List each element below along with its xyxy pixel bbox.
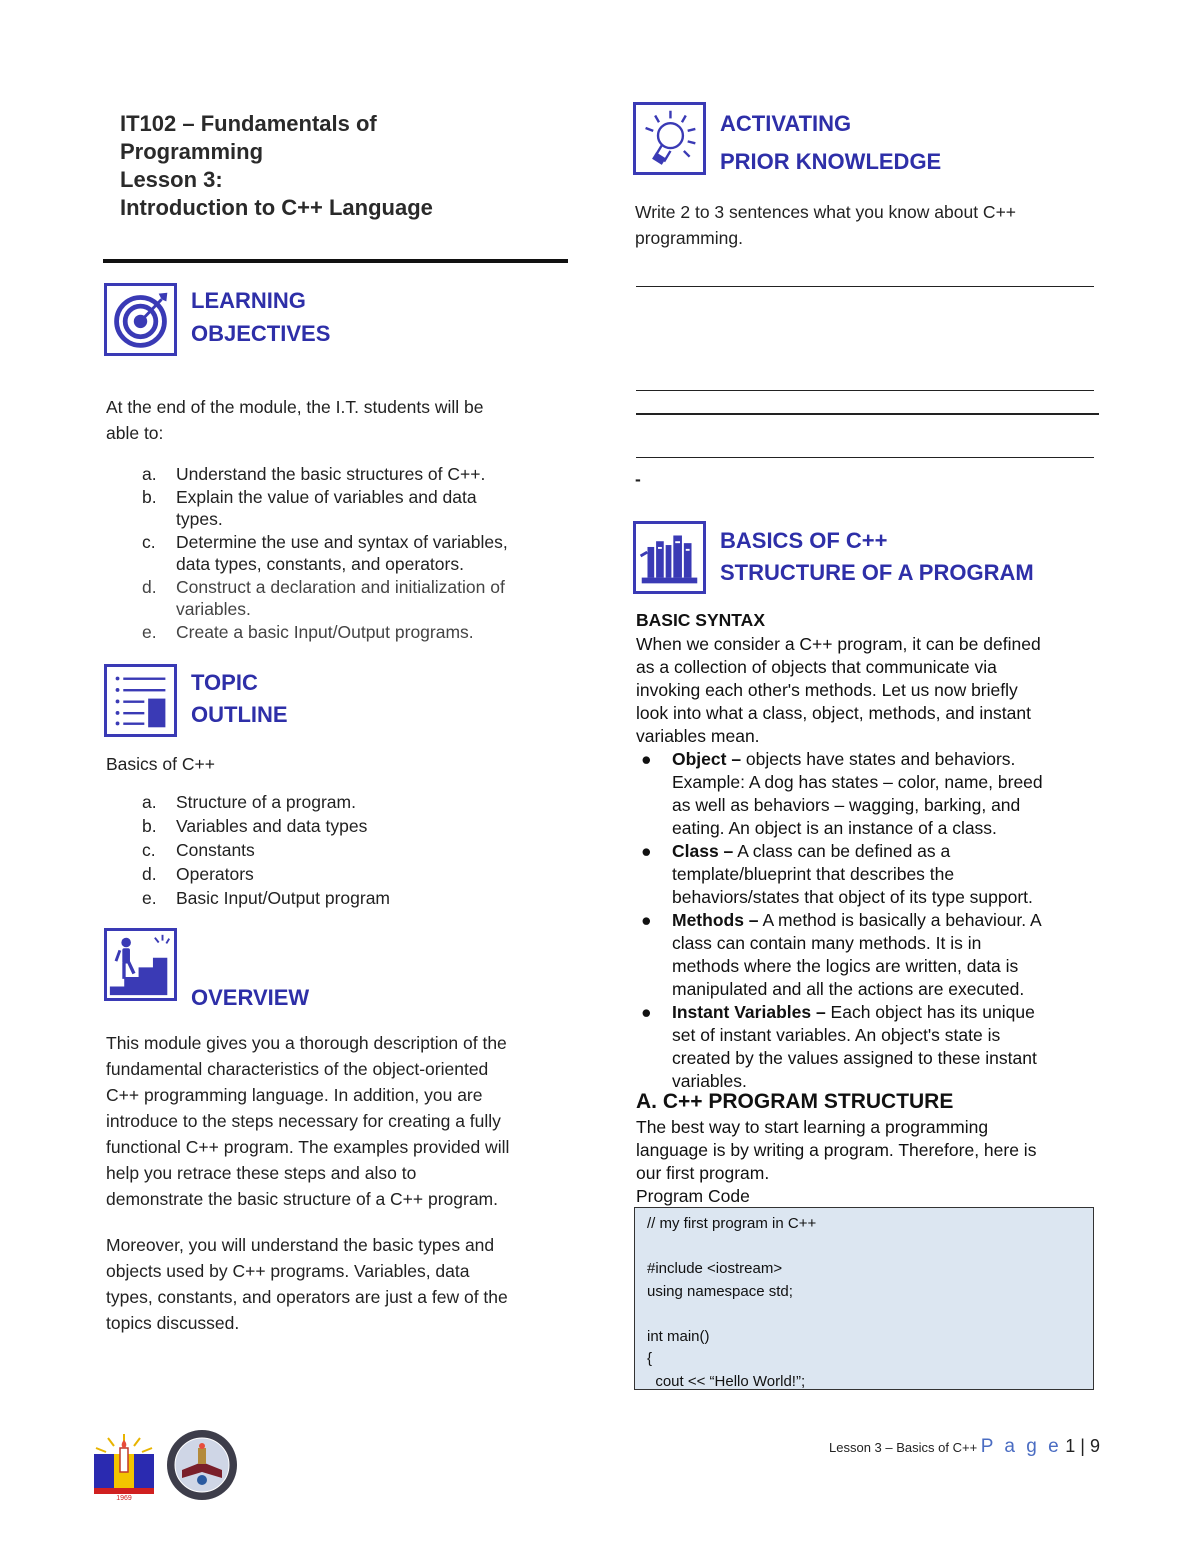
- text-line: language is by writing a program. Therefore, here is: [636, 1140, 1037, 1160]
- activating-prompt: [635, 199, 1095, 251]
- intro-line: At the end of the module, the I.T. students will be: [106, 397, 484, 417]
- item-line: Understand the basic structures of C++.: [176, 464, 486, 484]
- para-line: This module gives you a thorough description of the: [106, 1033, 507, 1053]
- syntax-intro: [636, 633, 1106, 748]
- topic-outline-heading: [191, 667, 288, 731]
- item-line: data types, constants, and operators.: [176, 554, 464, 574]
- prompt-line: programming.: [635, 228, 743, 248]
- learning-objectives-heading: [191, 284, 330, 350]
- answer-line[interactable]: [636, 390, 1094, 391]
- code-line: using namespace std;: [647, 1282, 793, 1300]
- item-text: Basic Input/Output program: [176, 888, 390, 908]
- heading-line: OBJECTIVES: [191, 321, 331, 346]
- list-marker: b.: [142, 486, 157, 507]
- basic-syntax-title: BASIC SYNTAX: [636, 610, 765, 630]
- para-line: fundamental characteristics of the object-oriented: [106, 1059, 489, 1079]
- bullet-text: eating. An object is an instance of a class.: [672, 818, 997, 838]
- intro-line: as a collection of objects that communicate via: [636, 657, 997, 677]
- item-text: Operators: [176, 864, 254, 884]
- document-title: [120, 110, 433, 222]
- list-marker: a.: [142, 464, 157, 484]
- para-line: introduce to the steps necessary for creating a fully: [106, 1111, 501, 1131]
- heading-line: BASICS OF C++: [720, 528, 888, 553]
- bullet-dot-icon: ●: [641, 841, 652, 861]
- para-line: topics discussed.: [106, 1313, 240, 1333]
- overview-paragraph-2: [106, 1232, 576, 1336]
- list-item: [106, 814, 576, 838]
- bullet-term: Object –: [672, 749, 742, 769]
- item-text: Constants: [176, 840, 255, 860]
- list-item: [106, 486, 576, 531]
- activating-heading: [720, 105, 941, 181]
- list-marker: d.: [142, 576, 157, 597]
- para-line: types, constants, and operators are just a few of the: [106, 1287, 508, 1307]
- bullet-text: set of instant variables. An object's state is: [672, 1025, 1001, 1045]
- lesson-number: Lesson 3:: [120, 167, 223, 192]
- outline-intro: Basics of C++: [106, 754, 215, 774]
- heading-line: ACTIVATING: [720, 111, 852, 136]
- lesson-title: Introduction to C++ Language: [120, 195, 433, 220]
- code-block: [634, 1207, 1094, 1390]
- course-line2: Programming: [120, 139, 264, 164]
- code-line: [647, 1303, 1081, 1326]
- list-item: [106, 886, 576, 910]
- bullet-text: objects have states and behaviors.: [741, 749, 1016, 769]
- bullet-text: as well as behaviors – wagging, barking, and: [672, 795, 1021, 815]
- code-line: #include <iostream>: [647, 1260, 783, 1277]
- logo-year-text: 1969: [116, 1495, 132, 1502]
- bullet-text: manipulated and all the actions are executed.: [672, 979, 1025, 999]
- heading-line: LEARNING: [191, 288, 306, 313]
- footer-lesson-label: Lesson 3 – Basics of C++: [829, 1440, 978, 1455]
- stairs-climb-icon: [104, 928, 177, 1001]
- list-item: [106, 790, 576, 814]
- objectives-list: [106, 463, 576, 643]
- para-line: help you retrace these steps and also to: [106, 1163, 417, 1183]
- bullet-text: methods where the logics are written, data is: [672, 956, 1019, 976]
- bullet-text: template/blueprint that describes the: [672, 864, 955, 884]
- intro-line: When we consider a C++ program, it can be defined: [636, 634, 1041, 654]
- bullet-text: Example: A dog has states – color, name, breed: [672, 772, 1043, 792]
- list-item: [106, 576, 576, 621]
- item-text: Variables and data types: [176, 816, 368, 836]
- bullet-term: Methods –: [672, 910, 759, 930]
- page-footer: [829, 1436, 1100, 1458]
- bullet-dot-icon: ●: [641, 749, 652, 769]
- outline-list: [106, 790, 576, 910]
- para-line: C++ programming language. In addition, you are: [106, 1085, 483, 1105]
- bullet-text: variables.: [672, 1071, 747, 1091]
- list-marker: e.: [142, 888, 157, 908]
- code-line: int main(): [647, 1327, 710, 1345]
- code-line: {: [647, 1350, 653, 1367]
- lightbulb-icon: [633, 102, 706, 175]
- bullet-text: A class can be defined as a: [733, 841, 951, 861]
- bullet-text: created by the values assigned to these instant: [672, 1048, 1037, 1068]
- bullet-item: [636, 909, 1106, 1001]
- university-logo: [88, 1430, 160, 1502]
- heading-line: TOPIC: [191, 670, 258, 695]
- para-line: functional C++ program. The examples provided will: [106, 1137, 510, 1157]
- bullet-item: [636, 748, 1106, 840]
- section-a-title: A. C++ PROGRAM STRUCTURE: [636, 1090, 954, 1113]
- program-code-label: Program Code: [636, 1186, 750, 1206]
- list-marker: b.: [142, 816, 157, 836]
- bullet-text: Each object has its unique: [825, 1002, 1035, 1022]
- intro-line: look into what a class, object, methods, and instant: [636, 703, 1031, 723]
- college-seal-logo: [165, 1428, 239, 1502]
- answer-dash: -: [635, 469, 641, 489]
- para-line: objects used by C++ programs. Variables, data: [106, 1261, 470, 1281]
- list-marker: d.: [142, 864, 157, 884]
- list-item: [106, 862, 576, 886]
- bullet-term: Class –: [672, 841, 734, 861]
- item-line: Create a basic Input/Output programs.: [176, 621, 474, 642]
- list-item: [106, 621, 576, 644]
- item-line: Explain the value of variables and data: [176, 486, 477, 507]
- code-line: // my first program in C++: [647, 1215, 817, 1232]
- target-icon: [104, 283, 177, 356]
- text-line: our first program.: [636, 1163, 770, 1183]
- heading-line: PRIOR KNOWLEDGE: [720, 149, 942, 174]
- para-line: Moreover, you will understand the basic types and: [106, 1235, 495, 1255]
- section-a-text: [636, 1116, 1106, 1208]
- text-line: The best way to start learning a programming: [636, 1117, 989, 1137]
- list-item: [106, 463, 576, 486]
- bullet-text: A method is basically a behaviour. A: [758, 910, 1042, 930]
- course-line1: IT102 – Fundamentals of: [120, 111, 377, 136]
- item-line: types.: [176, 509, 223, 529]
- answer-line[interactable]: [636, 413, 1099, 415]
- footer-page-word: P a g e: [980, 1436, 1062, 1457]
- intro-line: variables mean.: [636, 726, 760, 746]
- list-marker: a.: [142, 792, 157, 812]
- heading-line: OUTLINE: [191, 702, 288, 727]
- code-line: cout << “Hello World!”;: [647, 1372, 806, 1390]
- footer-page-number: 1 | 9: [1065, 1436, 1100, 1456]
- list-icon: [104, 664, 177, 737]
- basics-heading: [720, 525, 1034, 589]
- intro-line: able to:: [106, 423, 164, 443]
- list-item: [106, 838, 576, 862]
- answer-line[interactable]: [636, 457, 1094, 458]
- list-marker: e.: [142, 621, 157, 642]
- intro-line: invoking each other's methods. Let us now briefly: [636, 680, 1018, 700]
- overview-paragraph-1: [106, 1030, 576, 1212]
- item-line: variables.: [176, 599, 251, 619]
- list-marker: c.: [142, 840, 156, 860]
- heading-line: STRUCTURE OF A PROGRAM: [720, 560, 1034, 585]
- list-marker: c.: [142, 531, 156, 552]
- overview-heading: OVERVIEW: [191, 985, 310, 1010]
- bullet-dot-icon: ●: [641, 910, 652, 930]
- list-item: [106, 531, 576, 576]
- item-line: Construct a declaration and initialization of: [176, 576, 505, 597]
- item-line: Determine the use and syntax of variables,: [176, 531, 508, 552]
- bullet-dot-icon: ●: [641, 1002, 652, 1022]
- syntax-bullets: [636, 748, 1106, 1093]
- item-text: Structure of a program.: [176, 792, 356, 812]
- para-line: demonstrate the basic structure of a C++ program.: [106, 1189, 498, 1209]
- bullet-text: class can contain many methods. It is in: [672, 933, 982, 953]
- objectives-intro: [106, 394, 566, 446]
- bookshelf-icon: [633, 521, 706, 594]
- prompt-line: Write 2 to 3 sentences what you know about C++: [635, 202, 1017, 222]
- bullet-item: [636, 840, 1106, 909]
- answer-line[interactable]: [636, 286, 1094, 287]
- code-line: [647, 1236, 1081, 1259]
- bullet-item: [636, 1001, 1106, 1093]
- bullet-term: Instant Variables –: [672, 1002, 826, 1022]
- header-divider: [103, 259, 568, 263]
- bullet-text: behaviors/states that object of its type support.: [672, 887, 1033, 907]
